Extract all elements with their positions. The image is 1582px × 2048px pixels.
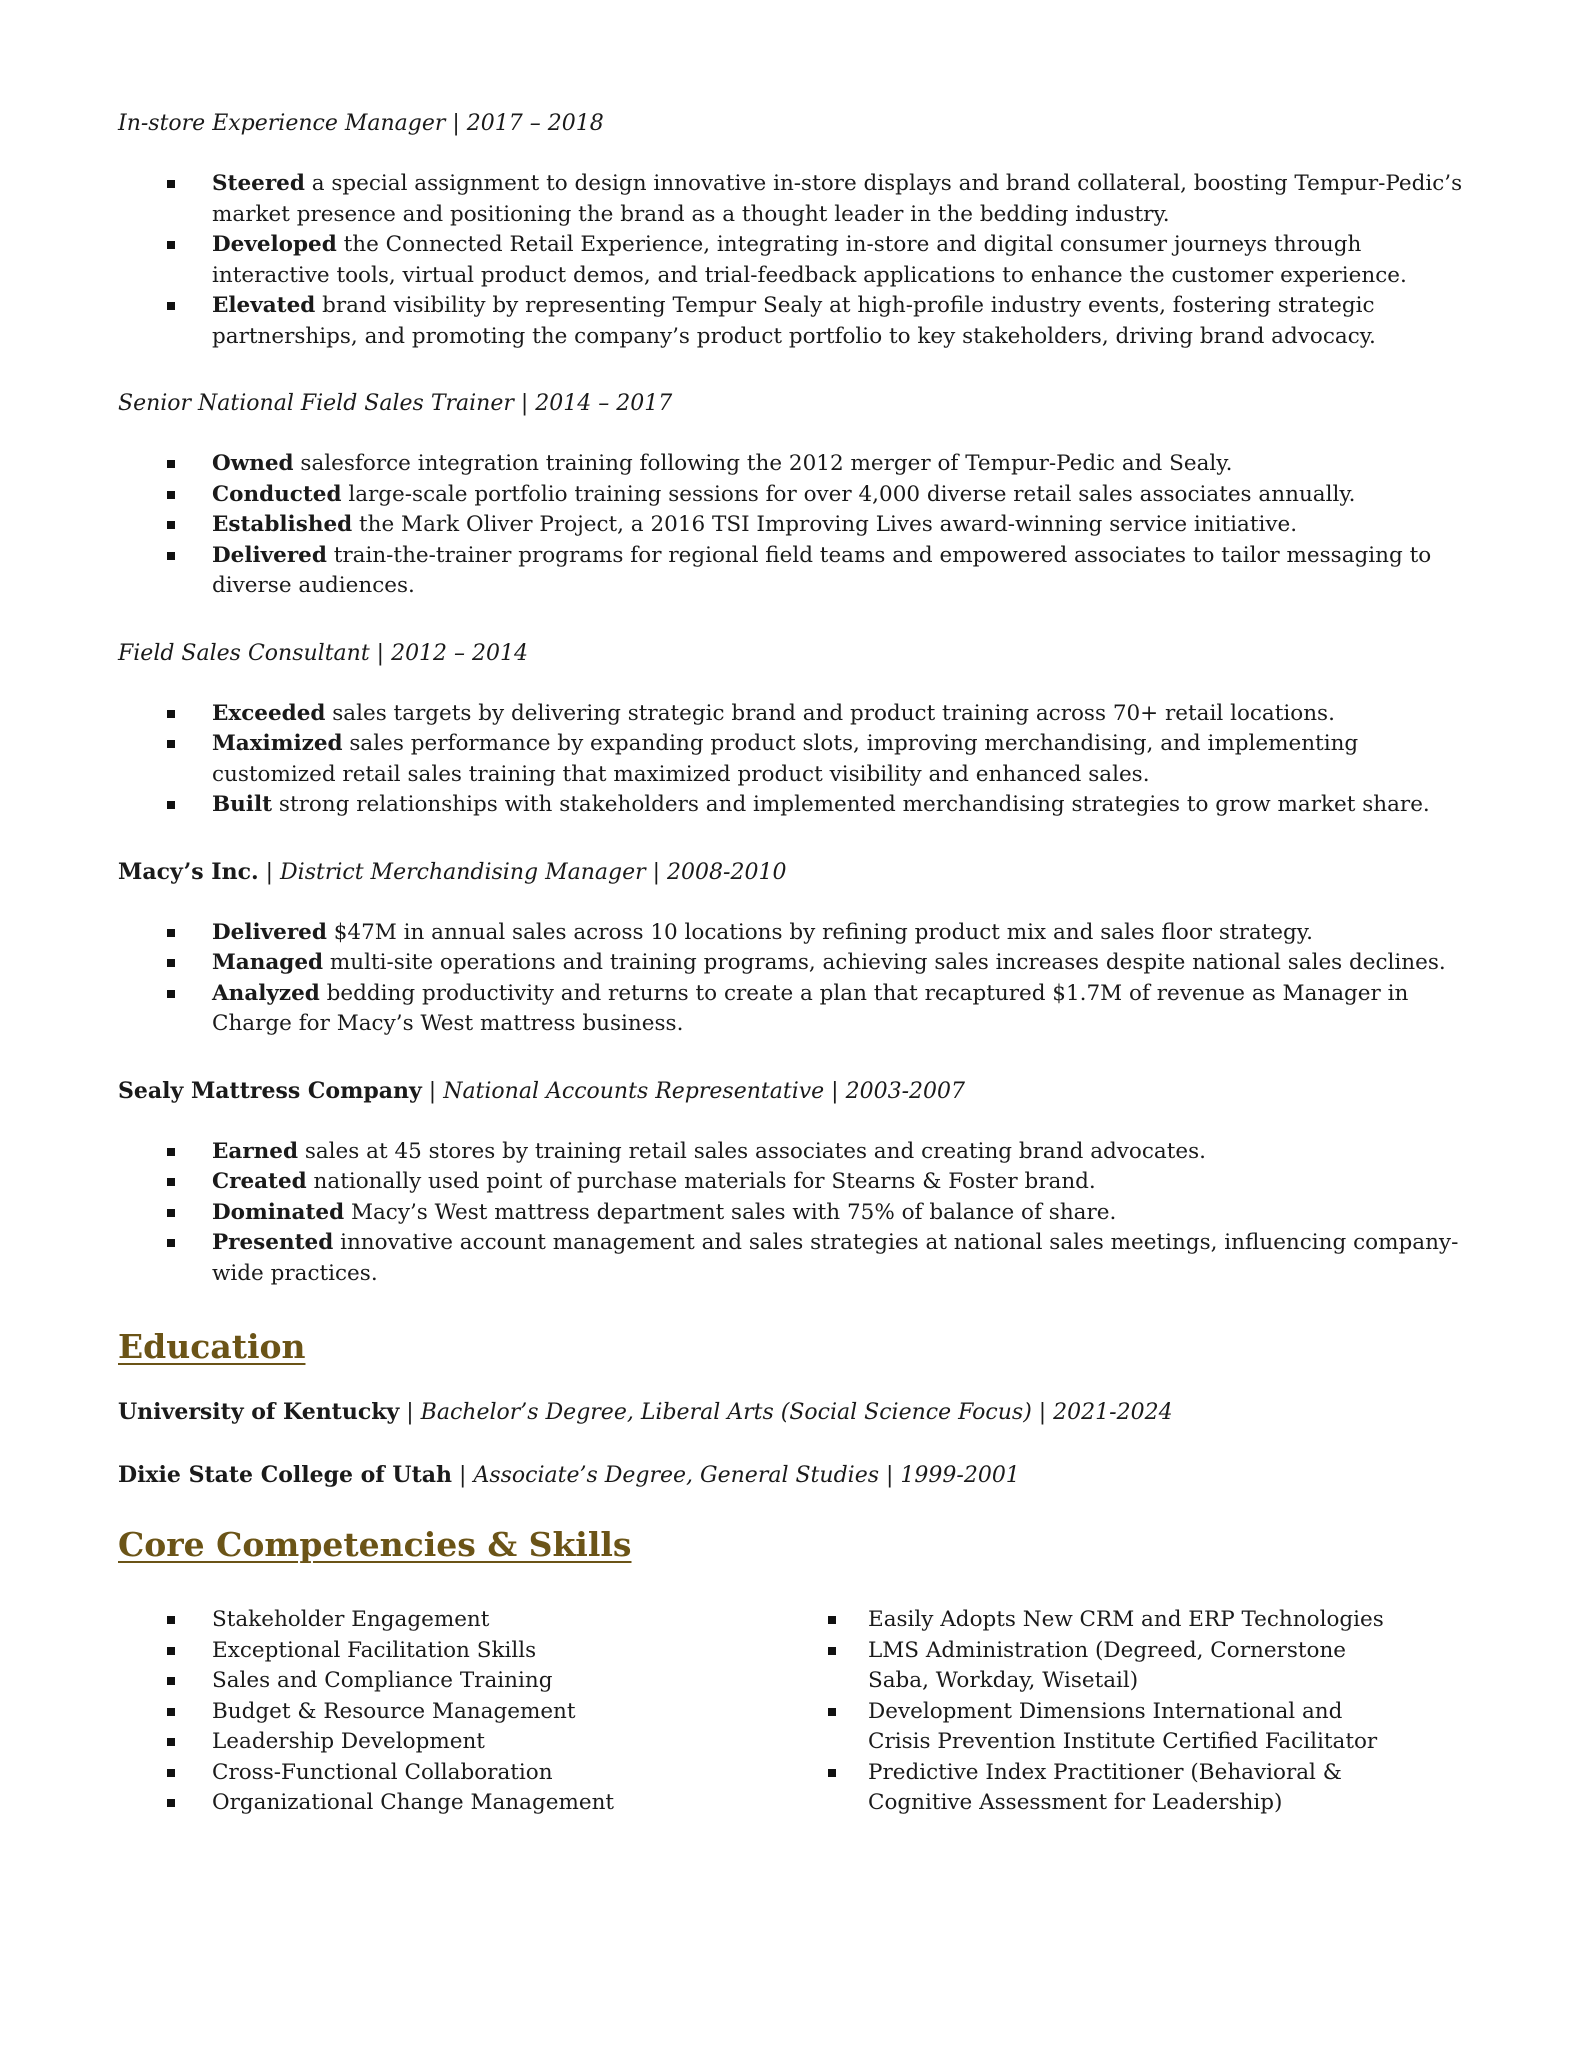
skill-item: Organizational Change Management <box>118 1788 828 1819</box>
education-entry <box>118 1397 1482 1428</box>
skills-columns <box>118 1605 1482 1819</box>
job-heading <box>118 857 1482 888</box>
achievement-lead: Delivered <box>212 919 327 945</box>
achievement-text: the Mark Oliver Project, a 2016 TSI Improving Lives award-winning service initiative. <box>352 512 1298 537</box>
job-entry <box>118 857 1482 1040</box>
degree-detail: Bachelor’s Degree, Liberal Arts (Social Science Focus) | 2021-2024 <box>420 1400 1173 1425</box>
heading-separator: | <box>452 1463 474 1488</box>
achievement-text: sales at 45 stores by training retail sales associates and creating brand advocates. <box>298 1138 1206 1164</box>
degree-detail: Associate’s Degree, General Studies | 1999-2001 <box>473 1463 1020 1488</box>
achievement-lead: Earned <box>212 1138 298 1164</box>
achievement-list <box>118 918 1482 1040</box>
company-name: Sealy Mattress Company <box>118 1077 422 1104</box>
education-heading: Education <box>118 1327 306 1366</box>
achievement-item <box>118 918 1482 949</box>
school-name: University of Kentucky <box>118 1399 400 1425</box>
achievement-lead: Owned <box>212 451 294 476</box>
achievement-text: the Connected Retail Experience, integrating in-store and digital consumer journeys through interactive tools, virtual product demos, and trial-feedback applications to enhance the customer experience. <box>212 232 1407 288</box>
skill-item: Stakeholder Engagement <box>118 1605 828 1636</box>
achievement-item <box>118 979 1482 1040</box>
skill-item: Leadership Development <box>118 1727 828 1758</box>
achievement-text: bedding productivity and returns to create a plan that recaptured $1.7M of revenue as Manager in Charge for Macy’s West mattress business. <box>212 980 1409 1036</box>
achievement-text: train-the-trainer programs for regional field teams and empowered associates to tailor messaging to diverse audiences. <box>212 542 1432 598</box>
achievement-lead: Maximized <box>212 731 343 756</box>
achievement-item <box>118 699 1482 730</box>
job-title: In-store Experience Manager | 2017 – 2018 <box>118 111 604 136</box>
achievement-list <box>118 449 1482 602</box>
achievement-text: $47M in annual sales across 10 locations by refining product mix and sales floor strategy. <box>326 919 1313 945</box>
skill-item: Exceptional Facilitation Skills <box>118 1636 828 1667</box>
achievement-lead: Delivered <box>212 542 327 568</box>
job-title: National Accounts Representative | 2003-2007 <box>443 1078 965 1104</box>
achievement-lead: Established <box>212 512 353 537</box>
achievement-text: multi-site operations and training programs, achieving sales increases despite national sales declines. <box>323 950 1446 975</box>
achievement-item <box>118 291 1482 352</box>
job-heading <box>118 1076 1482 1107</box>
skills-heading: Core Competencies & Skills <box>118 1525 632 1564</box>
education-entry <box>118 1460 1482 1491</box>
achievement-lead: Conducted <box>212 481 342 507</box>
achievement-item <box>118 230 1482 291</box>
heading-separator: | <box>399 1400 421 1425</box>
achievement-lead: Created <box>212 1169 307 1194</box>
job-heading <box>118 108 1482 139</box>
achievement-text: brand visibility by representing Tempur Sealy at high-profile industry events, fostering strategic partnerships, and promoting the company’s product portfolio to key stakeholders, driving brand advocacy. <box>212 293 1376 349</box>
achievement-text: sales targets by delivering strategic brand and product training across 70+ retail locations. <box>325 700 1335 726</box>
education-section <box>118 1325 1482 1491</box>
skill-item: Cross-Functional Collaboration <box>118 1758 828 1789</box>
skills-list-right <box>828 1605 1388 1819</box>
heading-separator: | <box>258 859 281 885</box>
achievement-text: strong relationships with stakeholders and implemented merchandising strategies to grow market share. <box>272 792 1430 817</box>
school-name: Dixie State College of Utah <box>118 1462 453 1488</box>
achievement-lead: Dominated <box>212 1199 345 1225</box>
skill-item: LMS Administration (Degreed, Cornerstone Saba, Workday, Wisetail) <box>828 1636 1388 1697</box>
achievement-lead: Elevated <box>212 293 316 318</box>
skill-item: Sales and Compliance Training <box>118 1666 828 1697</box>
skill-item: Development Dimensions International and Crisis Prevention Institute Certified Facilitator <box>828 1697 1388 1758</box>
achievement-item <box>118 1137 1482 1168</box>
achievement-text: Macy’s West mattress department sales with 75% of balance of share. <box>344 1199 1117 1225</box>
achievement-item <box>118 169 1482 230</box>
achievement-item <box>118 729 1482 790</box>
achievement-text: sales performance by expanding product slots, improving merchandising, and implementing customized retail sales training that maximized product visibility and enhanced sales. <box>212 731 1359 787</box>
company-name: Macy’s Inc. <box>118 858 259 885</box>
achievement-lead: Exceeded <box>212 700 326 726</box>
achievement-item <box>118 541 1482 602</box>
achievement-list <box>118 1137 1482 1290</box>
achievement-list <box>118 699 1482 821</box>
heading-separator: | <box>421 1078 444 1104</box>
job-title: District Merchandising Manager | 2008-2010 <box>280 859 787 885</box>
job-title: Senior National Field Sales Trainer | 2014 – 2017 <box>118 391 673 416</box>
achievement-item <box>118 449 1482 480</box>
job-heading <box>118 638 1482 669</box>
achievement-item <box>118 948 1482 979</box>
skills-section <box>118 1523 1482 1819</box>
skill-item: Easily Adopts New CRM and ERP Technologies <box>828 1605 1388 1636</box>
achievement-item <box>118 1228 1482 1289</box>
achievement-item <box>118 1198 1482 1229</box>
achievement-text: nationally used point of purchase materials for Stearns & Foster brand. <box>306 1169 1096 1194</box>
skill-item: Predictive Index Practitioner (Behavioral & Cognitive Assessment for Leadership) <box>828 1758 1388 1819</box>
job-title: Field Sales Consultant | 2012 – 2014 <box>118 640 529 666</box>
achievement-text: innovative account management and sales strategies at national sales meetings, influencing company-wide practices. <box>212 1230 1459 1286</box>
skill-item: Budget & Resource Management <box>118 1697 828 1728</box>
achievement-lead: Managed <box>212 950 324 975</box>
achievement-text: large-scale portfolio training sessions for over 4,000 diverse retail sales associates annually. <box>341 481 1356 507</box>
achievement-text: a special assignment to design innovative in-store displays and brand collateral, boosting Tempur-Pedic’s market presence and positioning the brand as a thought leader in the bedding industry. <box>212 171 1463 227</box>
job-entry <box>118 108 1482 352</box>
achievement-lead: Steered <box>212 171 305 196</box>
job-entry <box>118 388 1482 602</box>
achievement-list <box>118 169 1482 352</box>
achievement-item <box>118 1167 1482 1198</box>
achievement-lead: Developed <box>212 232 337 257</box>
achievement-item <box>118 480 1482 511</box>
job-heading <box>118 388 1482 419</box>
achievement-item <box>118 510 1482 541</box>
job-entry <box>118 1076 1482 1290</box>
achievement-lead: Built <box>212 792 273 817</box>
achievement-lead: Analyzed <box>212 980 320 1006</box>
skills-list-left <box>118 1605 828 1819</box>
job-entry <box>118 638 1482 821</box>
achievement-lead: Presented <box>212 1230 334 1255</box>
achievement-text: salesforce integration training following the 2012 merger of Tempur-Pedic and Sealy. <box>293 451 1233 476</box>
achievement-item <box>118 790 1482 821</box>
